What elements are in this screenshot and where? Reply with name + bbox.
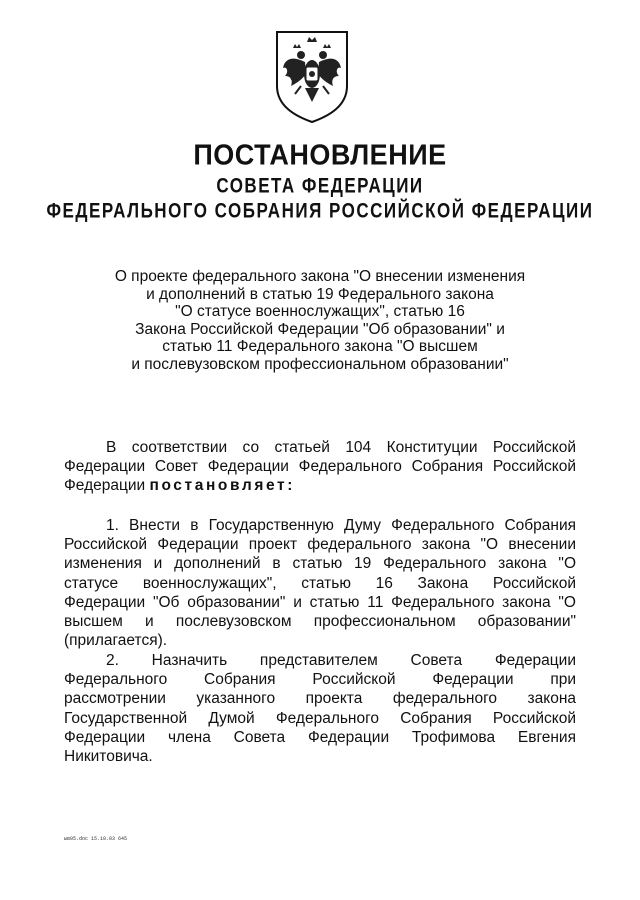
russian-coat-of-arms-icon [271,28,353,124]
subject-line: статью 11 Федерального закона "О высшем [162,338,478,356]
document-subtitle-council: СОВЕТА ФЕДЕРАЦИИ [216,173,424,198]
item-line: 1. Внести в Государственную Думу Федерального Собрания [106,517,576,534]
item-line: Государственной Думой Федерального Собрания Российской [64,709,576,727]
item-line: изменения и дополнений в статью 19 Федерального закона "О [64,555,576,573]
document-subtitle-assembly: ФЕДЕРАЛЬНОГО СОБРАНИЯ РОССИЙСКОЙ ФЕДЕРАЦИИ [46,198,594,223]
resolves-word: постановляет: [149,477,295,495]
item-line: статусе военнослужащих", статью 16 Закона Российской [64,574,576,592]
preamble-line: В соответствии со статьей 104 Конституции Российской [106,439,576,456]
preamble-prefix: Федерации [64,477,146,495]
subject-line: Закона Российской Федерации "Об образовании" и [135,320,505,338]
subject-line: О проекте федерального закона "О внесении изменения [114,268,526,285]
item-line: 2. Назначить представителем Совета Федерации [106,652,576,669]
subject-line: "О статусе военнослужащих", статью 16 [175,303,465,321]
subject-line: и дополнений в статью 19 Федерального закона [146,285,494,303]
preamble-line [64,476,576,495]
resolution-item-1 [64,516,576,650]
item-line: высшем и послевузовском профессиональном образовании" [64,613,576,631]
item-line: Федерации члена Совета Федерации Трофимова Евгения [64,728,576,746]
item-line: (прилагается). [64,632,168,650]
item-line: Никитовича. [64,748,153,766]
item-line: Российской Федерации проект федерального закона "О внесении [64,536,576,554]
item-line: Федерального Собрания Российской Федерации при [64,671,576,689]
item-line: Федерации "Об образовании" и статью 11 Федерального закона "О [64,593,576,611]
document-subject [60,268,580,374]
resolution-item-2 [64,651,576,766]
preamble-line: Федерации Совет Федерации Федерального Собрания Российской [64,458,576,476]
subject-line: и послевузовском профессиональном образовании" [131,355,509,373]
document-footer-code: ыв05.doc 15.10.03 645 [64,836,128,842]
preamble-paragraph [64,438,576,496]
item-line: рассмотрении указанного проекта федерального закона [64,690,576,708]
document-title: ПОСТАНОВЛЕНИЕ [193,139,447,171]
